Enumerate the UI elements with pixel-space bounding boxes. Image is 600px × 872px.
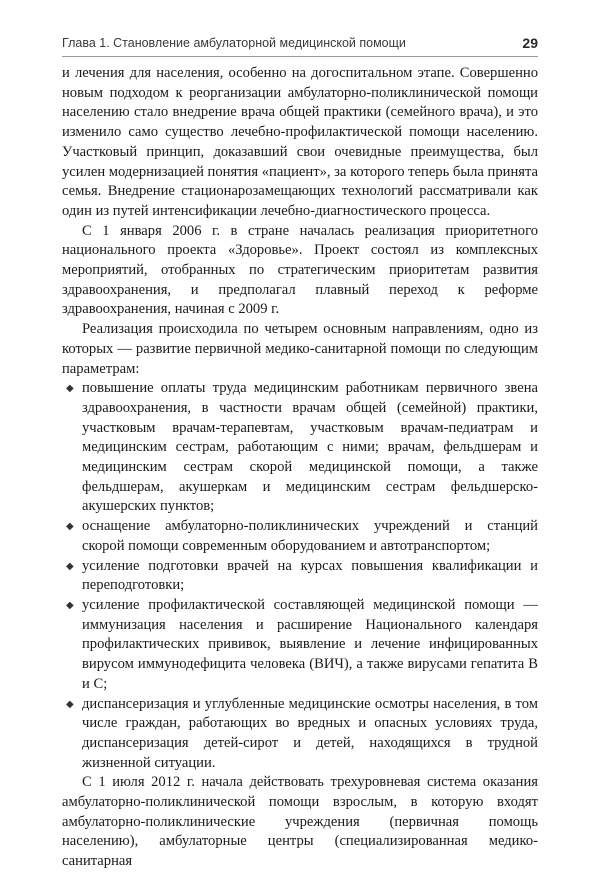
list-item [62,517,538,556]
paragraph: и лечения для населения, особенно на догоспитальном этапе. Совершенно новым подходом к реорганизации амбулаторно-поликлинической помощи населению стало внедрение врача общей практики (семейного врача), и это изменило само существо лечебно-профилактической помощи населению. Участковый принцип, доказавший свои очевидные преимущества, был усилен модернизацией понятия «пациент», за которого теперь была принята семья. Внедрение стационарозамещающих технологий рассматривали как один из путей интенсификации лечебно-диагностического процесса. [62,65,539,219]
list-item [62,557,538,596]
list-item-text: усиление подготовки врачей на курсах повышения квалификации и переподготовки; [82,557,538,594]
page-number: 29 [522,35,538,51]
body-text [62,64,538,872]
list-item [62,379,538,517]
diamond-bullet-icon: ◆ [66,599,74,611]
running-header [62,34,538,57]
list-item-text: усиление профилактической составляющей медицинской помощи — иммунизация населения и расширение Национального календаря профилактических прививок, выявление и лечение инфицированных вирусом иммунодефицита человека (ВИЧ), а также вирусами гепатита В и С; [82,596,538,692]
list-item-text: диспансеризация и углубленные медицинские осмотры населения, в том числе граждан, работающих во вредных и опасных условиях труда, диспансеризация детей-сирот и детей, находящихся в трудной жизненной ситуации. [82,695,538,771]
diamond-bullet-icon: ◆ [66,383,74,395]
paragraph: С 1 января 2006 г. в стране началась реализация приоритетного национального проекта «Здоровье». Проект состоял из комплексных мероприятий, отобранных по стратегическим приоритетам развития здравоохранения, и предполагал плавный переход к реформе здравоохранения, начиная с 2009 г. [62,222,538,318]
bullet-list [62,379,538,773]
running-title: Глава 1. Становление амбулаторной медицинской помощи [62,36,406,50]
diamond-bullet-icon: ◆ [66,521,74,533]
list-item [62,695,538,774]
paragraph: Реализация происходила по четырем основным направлениям, одно из которых — развитие первичной медико-санитарной помощи по следующим параметрам: [62,321,538,377]
diamond-bullet-icon: ◆ [66,560,74,572]
list-item-text: оснащение амбулаторно-поликлинических учреждений и станций скорой помощи современным оборудованием и автотранспортом; [82,518,538,554]
diamond-bullet-icon: ◆ [66,698,74,710]
list-item-text: повышение оплаты труда медицинским работникам первичного звена здравоохранения, в частности врачам общей (семейной) практики, участковым врачам-терапевтам, участковым врачам-педиатрам и медицинским сестрам, работающим с ними; врачам, фельдшерам и медицинским сестрам скорой медицинской помощи, а также фельдшерам, акушеркам и медицинским сестрам фельдшерско-акушерских пунктов; [82,380,538,515]
list-item [62,596,538,695]
paragraph: С 1 июля 2012 г. начала действовать трехуровневая система оказания амбулаторно-поликлинической помощи взрослым, в которую входят амбулаторно-поликлинические учреждения (первичная помощь населению), амбулаторные центры (специализированная медико-санитарная [62,774,538,870]
